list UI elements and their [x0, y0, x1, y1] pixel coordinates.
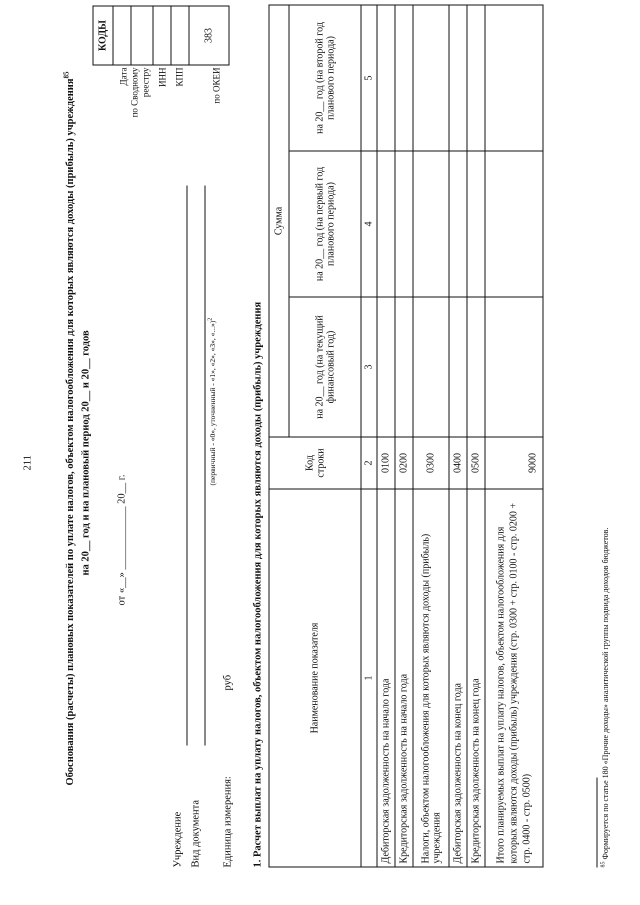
table-row — [449, 4, 467, 866]
footnote-separator — [596, 777, 597, 867]
code-label-okei: по ОКЕИ — [211, 67, 221, 104]
code-label-kpp: КПП — [174, 67, 184, 87]
doc-type-line — [204, 185, 205, 745]
row-name: Дебиторская задолженность на начало года — [377, 489, 395, 867]
codes-header: КОДЫ — [93, 6, 113, 65]
code-value-registry[interactable] — [131, 6, 153, 65]
row-code: 0200 — [395, 437, 413, 489]
codes-table — [92, 5, 229, 65]
row-cell[interactable] — [467, 4, 485, 150]
row-name: Итого планируемых выплат на уплату налогов, объектом налогообложения для которых являются доходы (прибыль) учреждения (стр. 0300 + стр. 0100 - стр. 0200 + стр. 0400 - стр. 0500) — [485, 489, 543, 867]
row-cell[interactable] — [449, 151, 467, 297]
table-row — [395, 4, 413, 866]
row-cell[interactable] — [413, 151, 449, 297]
header-sum: Сумма — [269, 4, 289, 436]
code-value-inn[interactable] — [153, 6, 171, 65]
section-1-title: 1. Расчет выплат на уплату налогов, объектом налогообложения для которых являются доходы (прибыль) учреждения — [252, 301, 263, 867]
col-num-1: 1 — [361, 489, 377, 867]
col-num-3: 3 — [361, 297, 377, 437]
row-cell[interactable] — [485, 151, 543, 297]
row-cell[interactable] — [485, 4, 543, 150]
row-cell[interactable] — [395, 297, 413, 437]
row-code: 0500 — [467, 437, 485, 489]
col-num-5: 5 — [361, 4, 377, 150]
table-row — [377, 4, 395, 866]
tax-calculation-table — [268, 4, 543, 867]
header-year-first: на 20__ год (на первый год планового периода) — [289, 151, 361, 297]
row-name: Дебиторская задолженность на конец года — [449, 489, 467, 867]
row-code: 9000 — [485, 437, 543, 489]
institution-label: Учреждение — [172, 811, 183, 867]
unit-value: руб — [222, 674, 233, 690]
table-row-total — [485, 4, 543, 866]
date-line: от «__» ____________ 20__ г. — [116, 474, 127, 605]
row-cell[interactable] — [449, 297, 467, 437]
row-name: Кредиторская задолженность на начало года — [395, 489, 413, 867]
row-name: Налоги, объектом налогообложения для которых являются доходы (прибыль) учреждения — [413, 489, 449, 867]
document-subtitle: на 20__ год и на плановый период 20__ и 20__ годов — [80, 329, 91, 575]
table-row — [413, 4, 449, 866]
row-cell[interactable] — [413, 297, 449, 437]
row-cell[interactable] — [413, 4, 449, 150]
unit-label: Единица измерения: — [222, 775, 233, 867]
row-cell[interactable] — [377, 297, 395, 437]
header-year-current: на 20__ год (на текущий финансовый год) — [289, 297, 361, 437]
row-cell[interactable] — [467, 151, 485, 297]
row-name: Кредиторская задолженность на конец года — [467, 489, 485, 867]
row-code: 0100 — [377, 437, 395, 489]
code-label-inn: ИНН — [157, 67, 167, 87]
footnote: $^{85}$ Формируется по статье 180 «Прочие доходы» аналитической группы подвида доходов бюджетов. — [600, 527, 610, 867]
row-cell[interactable] — [377, 4, 395, 150]
col-num-2: 2 — [361, 437, 377, 489]
codes-labels — [118, 67, 222, 137]
header-year-second: на 20__ год (на второй год планового периода) — [289, 4, 361, 150]
code-value-kpp[interactable] — [171, 6, 189, 65]
row-cell[interactable] — [485, 297, 543, 437]
row-cell[interactable] — [395, 151, 413, 297]
header-name: Наименование показателя — [269, 489, 361, 867]
code-value-date[interactable] — [113, 6, 131, 65]
row-cell[interactable] — [467, 297, 485, 437]
doc-type-label: Вид документа — [190, 799, 201, 867]
row-code: 0400 — [449, 437, 467, 489]
page-number: 211 — [22, 454, 33, 470]
table-row — [467, 4, 485, 866]
code-value-okei[interactable]: 383 — [189, 6, 229, 65]
code-label-registry: по Сводному реестру — [129, 67, 150, 117]
col-num-4: 4 — [361, 151, 377, 297]
row-code: 0300 — [413, 437, 449, 489]
row-cell[interactable] — [395, 4, 413, 150]
row-cell[interactable] — [377, 151, 395, 297]
header-code: Код строки — [269, 437, 361, 489]
code-label-date: Дата — [118, 67, 128, 85]
doc-type-hint: (первичный - «0», уточненный - «1», «2», «3», «...»)$^2$ — [207, 317, 217, 485]
institution-line — [186, 185, 187, 745]
row-cell[interactable] — [449, 4, 467, 150]
document-title: Обоснования (расчеты) плановых показателей по уплате налогов, объектом налогообложения для которых являются доходы (прибыль) учреждения$^{85}$ — [62, 70, 76, 785]
